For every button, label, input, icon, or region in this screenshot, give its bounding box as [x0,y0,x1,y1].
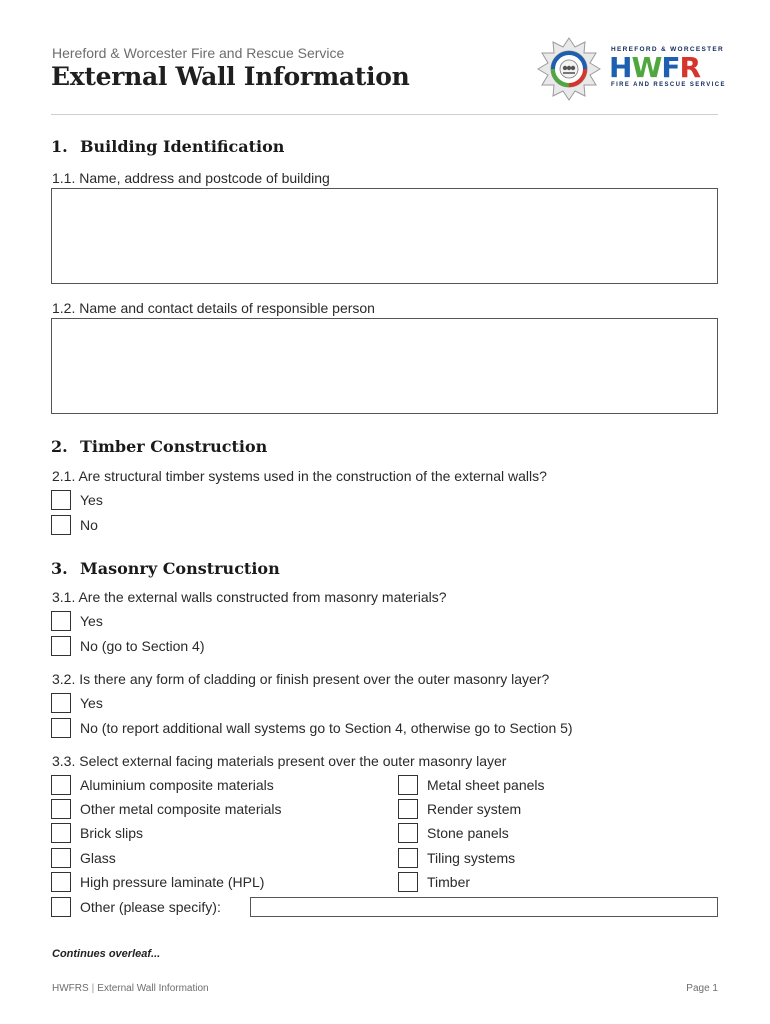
section-3-heading [51,559,280,578]
option-metal-sheet-panels[interactable] [398,774,545,796]
checkbox[interactable] [51,611,71,631]
option-other-specify[interactable] [51,896,221,918]
header-divider [51,114,718,115]
option-label: Metal sheet panels [427,777,545,793]
option-q3-1-yes[interactable] [51,610,103,632]
option-label: No [80,517,98,533]
building-address-field[interactable] [51,188,718,284]
section-title: Timber Construction [80,437,268,456]
footer-title: External Wall Information [97,983,209,994]
option-label: Other metal composite materials [80,801,282,817]
checkbox[interactable] [398,848,418,868]
option-label: Tiling systems [427,850,516,866]
option-label: Render system [427,801,522,817]
option-brick-slips[interactable] [51,822,143,844]
option-label: Yes [80,613,103,629]
checkbox[interactable] [51,823,71,843]
section-1-heading [51,137,284,156]
checkbox[interactable] [398,823,418,843]
logo-wordmark [609,51,701,84]
checkbox[interactable] [51,693,71,713]
question-2-1: 2.1. Are structural timber systems used in the construction of the external walls? [52,468,547,484]
page-title: External Wall Information [51,62,410,91]
footer-doc-name [52,983,209,994]
option-label: Yes [80,695,103,711]
section-title: Building Identification [80,137,285,156]
question-3-1: 3.1. Are the external walls constructed from masonry materials? [52,589,447,605]
page-number: Page 1 [686,983,718,994]
section-number: 2. [51,437,68,456]
section-title: Masonry Construction [80,559,280,578]
option-q2-1-no[interactable] [51,514,98,536]
organisation-name: Hereford & Worcester Fire and Rescue Service [52,45,345,61]
option-label: Other (please specify): [80,899,221,915]
option-hpl[interactable] [51,871,264,893]
question-1-2: 1.2. Name and contact details of responsible person [52,300,375,316]
checkbox[interactable] [398,775,418,795]
option-render-system[interactable] [398,798,521,820]
option-q3-1-no[interactable] [51,635,205,657]
option-label: Brick slips [80,825,144,841]
option-q3-2-yes[interactable] [51,692,103,714]
checkbox[interactable] [51,515,71,535]
option-tiling-systems[interactable] [398,847,515,869]
checkbox[interactable] [51,848,71,868]
option-label: Aluminium composite materials [80,777,274,793]
logo-bottom-text: FIRE AND RESCUE SERVICE [611,82,726,88]
section-2-heading [51,437,267,456]
option-label: Stone panels [427,825,509,841]
option-label: High pressure laminate (HPL) [80,874,265,890]
option-glass[interactable] [51,847,116,869]
logo-letter-h: H [609,51,632,84]
question-3-2: 3.2. Is there any form of cladding or finish present over the outer masonry layer? [52,671,550,687]
checkbox[interactable] [398,799,418,819]
checkbox[interactable] [51,775,71,795]
other-specify-input[interactable] [250,897,718,917]
checkbox[interactable] [51,636,71,656]
option-label: No (go to Section 4) [80,638,205,654]
logo-letter-r: R [679,51,701,84]
question-3-3: 3.3. Select external facing materials present over the outer masonry layer [52,753,507,769]
footer-short: HWFRS [52,983,89,994]
option-q2-1-yes[interactable] [51,489,103,511]
option-label: Timber [427,874,471,890]
checkbox[interactable] [51,872,71,892]
logo-letter-w: W [631,51,662,84]
option-aluminium-composite[interactable] [51,774,274,796]
option-other-metal-composite[interactable] [51,798,282,820]
checkbox[interactable] [51,897,71,917]
continues-overleaf: Continues overleaf... [52,948,161,960]
option-label: Yes [80,492,103,508]
option-stone-panels[interactable] [398,822,509,844]
checkbox[interactable] [398,872,418,892]
responsible-person-field[interactable] [51,318,718,414]
option-label: Glass [80,850,116,866]
section-number: 1. [51,137,68,156]
checkbox[interactable] [51,490,71,510]
footer-separator: | [91,983,95,994]
logo-top-text: HEREFORD & WORCESTER [611,46,725,53]
option-timber[interactable] [398,871,470,893]
question-1-1: 1.1. Name, address and postcode of building [52,170,330,186]
checkbox[interactable] [51,799,71,819]
option-label: No (to report additional wall systems go to Section 4, otherwise go to Section 5) [80,720,573,736]
option-q3-2-no[interactable] [51,717,573,739]
section-number: 3. [51,559,68,578]
checkbox[interactable] [51,718,71,738]
logo-letter-f: F [661,51,680,84]
